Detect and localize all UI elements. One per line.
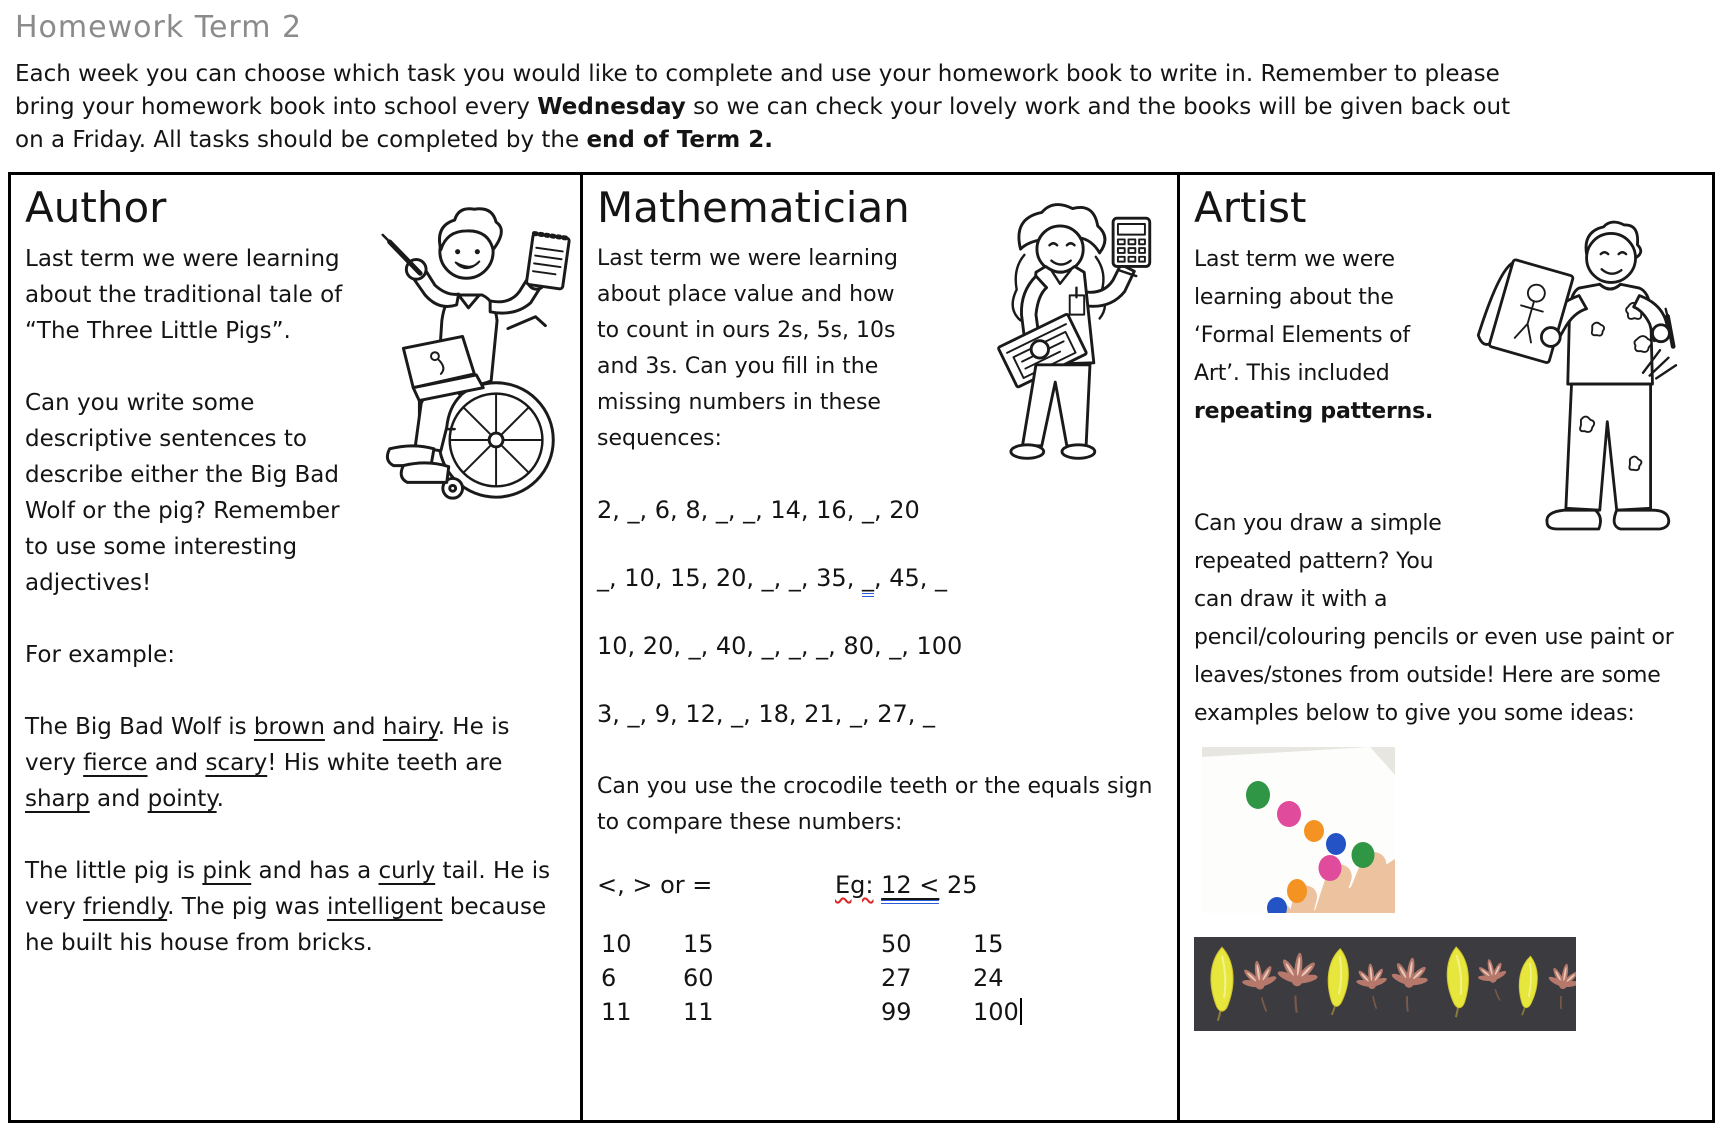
author-task-text[interactable]: Can you write some descriptive sentences to describe either the Big Bad Wolf or the pig? Remember to use some interesting adjectives! (25, 390, 340, 596)
artist-intro-text[interactable]: Last term we were learning about the ‘Formal Elements of Art’. This included repeating patterns. (1194, 247, 1434, 424)
author-example-wolf[interactable]: The Big Bad Wolf is brown and hairy. He is very fierce and scary! His white teeth are sharp and pointy. (25, 714, 510, 812)
compare-task-text[interactable]: Can you use the crocodile teeth or the equals sign to compare these numbers: (597, 774, 1153, 835)
compare-example[interactable]: Eg: 12 < 25 (835, 871, 978, 899)
pair-cell[interactable]: 15 (973, 930, 1004, 958)
compare-symbols[interactable]: <, > or = (597, 871, 713, 899)
mathematician-heading[interactable]: Mathematician (597, 183, 910, 232)
pair-cell[interactable]: 11 (601, 998, 632, 1026)
number-sequence-2[interactable]: _, 10, 15, 20, _, _, 35, _, 45, _ (597, 559, 1163, 597)
intro-paragraph[interactable]: Each week you can choose which task you would like to complete and use your homework book to write in. Remember to please bring your homework book into school every Wednesday so we can check your lovely work and the books will be given back out on a Friday. All tasks should be completed by the end of Term 2. (15, 61, 1511, 153)
compare-example-row (597, 871, 1163, 899)
pair-cell-active[interactable] (973, 995, 1163, 1029)
mathematician-column (583, 175, 1180, 1120)
pair-cell[interactable]: 60 (683, 964, 714, 992)
pair-cell[interactable]: 50 (881, 930, 912, 958)
artist-task-text[interactable]: Can you draw a simple repeated pattern? You can draw it with a pencil/colouring pencils or even use paint or leaves/stones from outside! Here are some examples below to give you some ideas: (1194, 511, 1674, 726)
author-heading[interactable]: Author (25, 183, 167, 232)
artist-column (1180, 175, 1712, 1120)
leaf-pattern-photo (1194, 937, 1576, 1031)
author-intro-text[interactable]: Last term we were learning about the traditional tale of “The Three Little Pigs”. (25, 246, 343, 344)
pair-cell[interactable]: 15 (683, 930, 714, 958)
pair-cell: 100 (973, 998, 1019, 1026)
author-example-label[interactable]: For example: (25, 642, 175, 668)
boy-writer-in-wheelchair-illustration (360, 199, 572, 537)
pair-cell[interactable]: 6 (601, 964, 617, 992)
number-sequence-1[interactable]: 2, _, 6, 8, _, _, 14, 16, _, 20 (597, 496, 920, 524)
number-sequence-4[interactable]: 3, _, 9, 12, _, 18, 21, _, 27, _ (597, 700, 936, 728)
page-title[interactable]: Homework Term 2 (15, 10, 303, 45)
pair-cell[interactable]: 10 (601, 930, 632, 958)
author-column (11, 175, 583, 1120)
homework-table (8, 172, 1715, 1123)
text-cursor (1020, 998, 1022, 1025)
artist-heading[interactable]: Artist (1194, 183, 1307, 232)
author-example-pig[interactable]: The little pig is pink and has a curly tail. He is very friendly. The pig was intelligent because he built his house from bricks. (25, 858, 551, 956)
pair-cell[interactable]: 27 (881, 964, 912, 992)
boy-artist-illustration (1468, 197, 1708, 605)
finger-paint-pattern-photo (1202, 747, 1395, 913)
pair-cell[interactable]: 24 (973, 964, 1004, 992)
number-sequence-3[interactable]: 10, 20, _, 40, _, _, _, 80, _, 100 (597, 632, 963, 660)
mathematician-intro-text[interactable]: Last term we were learning about place value and how to count in ours 2s, 5s, 10s and 3s. Can you fill in the missing numbers in these sequences: (597, 246, 898, 451)
compare-pairs-grid[interactable] (597, 927, 1163, 1029)
pair-cell[interactable]: 11 (683, 998, 714, 1026)
girl-with-calculator-illustration (926, 197, 1171, 467)
pair-cell[interactable]: 99 (881, 998, 912, 1026)
